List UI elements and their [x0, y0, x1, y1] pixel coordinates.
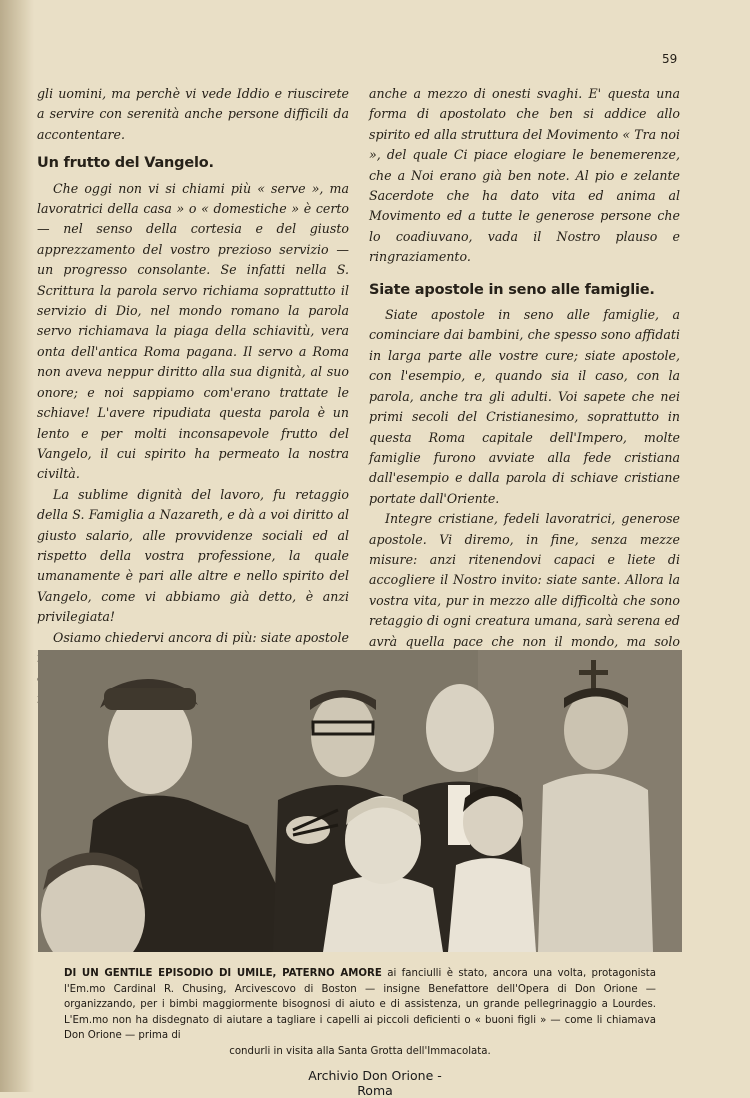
right-intro-paragraph: anche a mezzo di onesti svaghi. E' questa una forma di apostolato che ben si addice allo spirito ed alla struttura del Movimento « Tra noi », del quale Ci piace elogiare le benemerenze, che a Noi erano già ben note. Al pio e zelante Sacerdote che ha dato vita ed anima al Movimento ed a tutte le generose persone che lo coadiuvano, vada il Nostro plauso e ringraziamento.: [369, 86, 680, 265]
left-paragraph-1: Che oggi non vi si chiami più « serve », ma lavoratrici della casa » o « domestiche » è certo — nel senso della cortesia e del giusto apprezzamento del vostro prezioso servizio — un progresso consolante. Se infatti nella S. Scrittura la parola servo richiama soprattutto il servizio di Dio, nel mondo romano la parola servo richiamava la piaga della schiavitù, vera onta dell'antica Roma pagana. Il servo a Roma non aveva neppur diritto alla sua dignità, al suo onore; e noi sappiamo com'erano trattate le schiave! L'avere ripudiata questa parola è un lento e per molti inconsapevole frutto del Vangelo, il cui spirito ha permeato la nostra civiltà.: [37, 180, 349, 482]
blond-boy-figure: [323, 876, 443, 952]
left-paragraph-2: La sublime dignità del lavoro, fu retaggio della S. Famiglia a Nazareth, e dà a voi diritto al giusto salario, alle provvidenze sociali ed al rispetto della vostra professione, la quale umanamente è pari alle altre e nello spirito del Vangelo, come vi abbiamo già detto, è anzi privilegiata!: [37, 486, 349, 625]
section-heading-frutto: Un frutto del Vangelo.: [37, 155, 214, 172]
photo-cardinal-with-children: [38, 650, 682, 952]
archive-footer: Archivio Don Orione - Roma: [308, 1068, 442, 1098]
section-heading-apostole: Siate apostole in seno alle famiglie.: [369, 281, 655, 298]
right-paragraph-1: Siate apostole in seno alle famiglie, a cominciare dai bambini, che spesso sono affidati in larga parte alle vostre cure; siate apostole, con l'esempio, e, quando sia il caso, con la parola, anche tra gli adulti. Voi sapete che nei primi secoli del Cristianesimo, soprattutto in questa Roma capitale dell'Impero, molte famiglie furono avviate alla fede cristiana dall'esempio e dalla parola di schiave cristiane portate dall'Oriente.: [369, 307, 680, 506]
caption-last-line: condurli in visita alla Santa Grotta dell'Immacolata.: [229, 1045, 491, 1057]
right-paragraph-2: Integre cristiane, fedeli lavoratrici, generose apostole. Vi diremo, in fine, senza mezze misure: anzi ritenendovi capaci e liete di accogliere il Nostro invito: siate sante. Allora la vostra vita, pur in mezzo alle difficoltà che sono retaggio di ogni creatura umana, sarà serena ed avrà quella pace che non il mondo, ma solo: [369, 511, 680, 649]
page-number: 59: [662, 52, 678, 66]
priest-figure: [538, 774, 653, 952]
left-intro-paragraph: gli uomini, ma perchè vi vede Iddio e riuscirete a servire con serenità anche persone difficili da accontentare.: [37, 86, 349, 142]
right-column: [369, 84, 680, 696]
caption-body: ai fanciulli è stato, ancora una volta, protagonista l'Em.mo Cardinal R. Chusing, Arcivescovo di Boston — insigne Benefattore dell'Opera di Don Orione — organizzando, per i bimbi maggiormente bisognosi di aiuto e di assistenza, un grande pellegrinaggio a Lourdes. L'Em.mo non ha disdegnato di aiutare a tagliare i capelli ai piccoli deficienti o « buoni figli » — come li chiamava Don Orione — prima di: [64, 968, 656, 1042]
photo-caption: [64, 966, 656, 1060]
dark-hair-boy-figure: [448, 858, 536, 952]
photo-illustration: [38, 650, 682, 952]
left-paragraph-3: Osiamo chiedervi ancora di più: siate apostole: [53, 629, 349, 645]
caption-lead: DI UN GENTILE EPISODIO DI UMILE, PATERNO AMORE: [64, 968, 382, 979]
left-column: [37, 84, 349, 709]
page-binding-edge: [0, 0, 34, 1092]
